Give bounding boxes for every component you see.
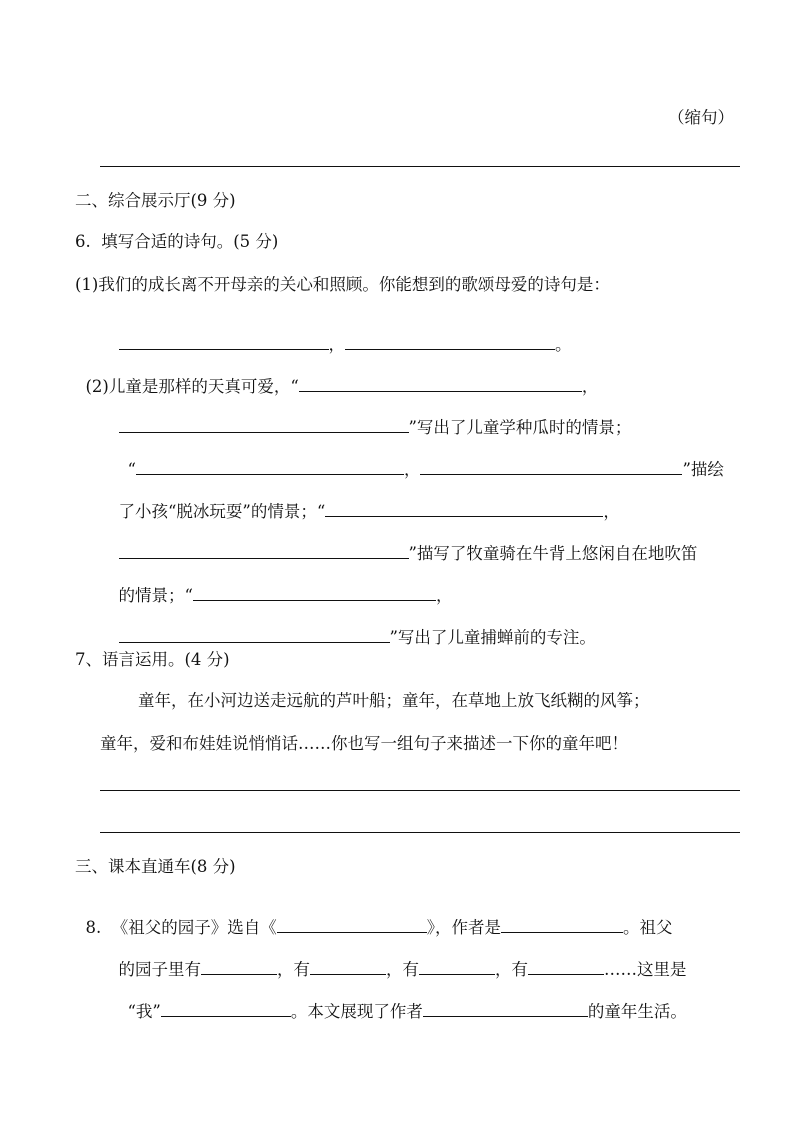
answer-blank-children-8[interactable] (119, 628, 390, 643)
answer-blank-children-3[interactable] (136, 460, 404, 475)
q8-you-1: ，有 (277, 959, 310, 979)
answer-blank-garden-2[interactable] (310, 960, 386, 975)
q8-grandpa-text: 。祖父 (622, 917, 673, 937)
q6-part2-line4 (108, 485, 620, 520)
q6-part1-text: (1)我们的成长离不开母亲的关心和照顾。你能想到的歌颂母爱的诗句是： (75, 275, 610, 294)
q8-line1 (75, 901, 672, 936)
q6-shepherd-text: ”描写了牧童骑在牛背上悠闲自在地吹笛 (408, 543, 698, 563)
q8-source-text: 8. 《祖父的园子》选自《 (85, 917, 277, 937)
q6-describe-text: ”描绘 (682, 459, 724, 479)
comma: ， (581, 376, 599, 396)
answer-blank-mother-love-1[interactable] (119, 335, 329, 350)
answer-blank-book[interactable] (277, 918, 427, 933)
answer-line-childhood-2[interactable] (100, 832, 740, 833)
q7-text-line2: 童年，爱和布娃娃说悄悄话……你也写一组句子来描述一下你的童年吧！ (100, 734, 628, 753)
answer-blank-children-4[interactable] (420, 460, 682, 475)
comma: ， (403, 459, 421, 479)
section-2-heading: 二、综合展示厅(9 分) (75, 191, 236, 210)
comma: ， (435, 585, 453, 605)
q7-title: 7、语言运用。(4 分) (75, 650, 230, 669)
q6-part2-line6 (108, 569, 452, 604)
q8-me-text: “我” (127, 1001, 161, 1021)
open-quote: “ (127, 459, 136, 479)
q6-part1-answer-row (108, 318, 572, 353)
q8-line3 (117, 985, 687, 1020)
answer-blank-author-feeling[interactable] (423, 1002, 588, 1017)
q6-part2-line7 (108, 611, 596, 646)
answer-blank-garden-1[interactable] (201, 960, 277, 975)
q8-childhood-text: 的童年生活。 (587, 1001, 687, 1021)
answer-blank-mother-love-2[interactable] (345, 335, 555, 350)
q8-here-text: ……这里是 (604, 959, 687, 979)
q6-part2-text: (2)儿童是那样的天真可爱，“ (85, 376, 299, 396)
q7-text-line1: 童年，在小河边送走远航的芦叶船；童年，在草地上放飞纸糊的风筝； (138, 691, 650, 710)
q6-part2-line2 (108, 401, 631, 436)
q6-ice-text: 了小孩“脱冰玩耍”的情景；“ (118, 501, 326, 521)
answer-blank-me[interactable] (161, 1002, 291, 1017)
q6-melon-text: ”写出了儿童学种瓜时的情景； (408, 417, 632, 437)
answer-blank-children-5[interactable] (325, 502, 603, 517)
q8-author-text: 》，作者是 (426, 917, 501, 937)
answer-line-suoju[interactable] (100, 166, 740, 167)
q6-part2-line5 (108, 527, 697, 562)
answer-blank-children-7[interactable] (193, 586, 436, 601)
answer-blank-author[interactable] (501, 918, 623, 933)
answer-blank-children-2[interactable] (119, 418, 409, 433)
q8-you-2: ，有 (386, 959, 419, 979)
q8-line2 (108, 943, 687, 978)
comma: ， (603, 501, 620, 521)
q8-you-3: ，有 (495, 959, 528, 979)
answer-line-childhood-1[interactable] (100, 790, 740, 791)
section-3-heading: 三、课本直通车(8 分) (75, 857, 236, 876)
comma: ， (328, 334, 345, 354)
answer-blank-garden-3[interactable] (419, 960, 495, 975)
q6-part2-line3 (117, 443, 724, 478)
answer-blank-children-6[interactable] (119, 544, 409, 559)
q6-part2-line1 (75, 360, 598, 395)
q8-garden-text: 的园子里有 (118, 959, 201, 979)
q6-title: 6. 填写合适的诗句。(5 分) (75, 232, 279, 251)
q8-show-text: 。本文展现了作者 (290, 1001, 423, 1021)
period: 。 (555, 334, 572, 354)
suoju-note: （缩句） (668, 108, 734, 127)
q6-scene-text: 的情景；“ (118, 585, 193, 605)
answer-blank-children-1[interactable] (299, 377, 582, 392)
q6-cicada-text: ”写出了儿童捕蝉前的专注。 (389, 627, 596, 647)
answer-blank-garden-4[interactable] (528, 960, 604, 975)
